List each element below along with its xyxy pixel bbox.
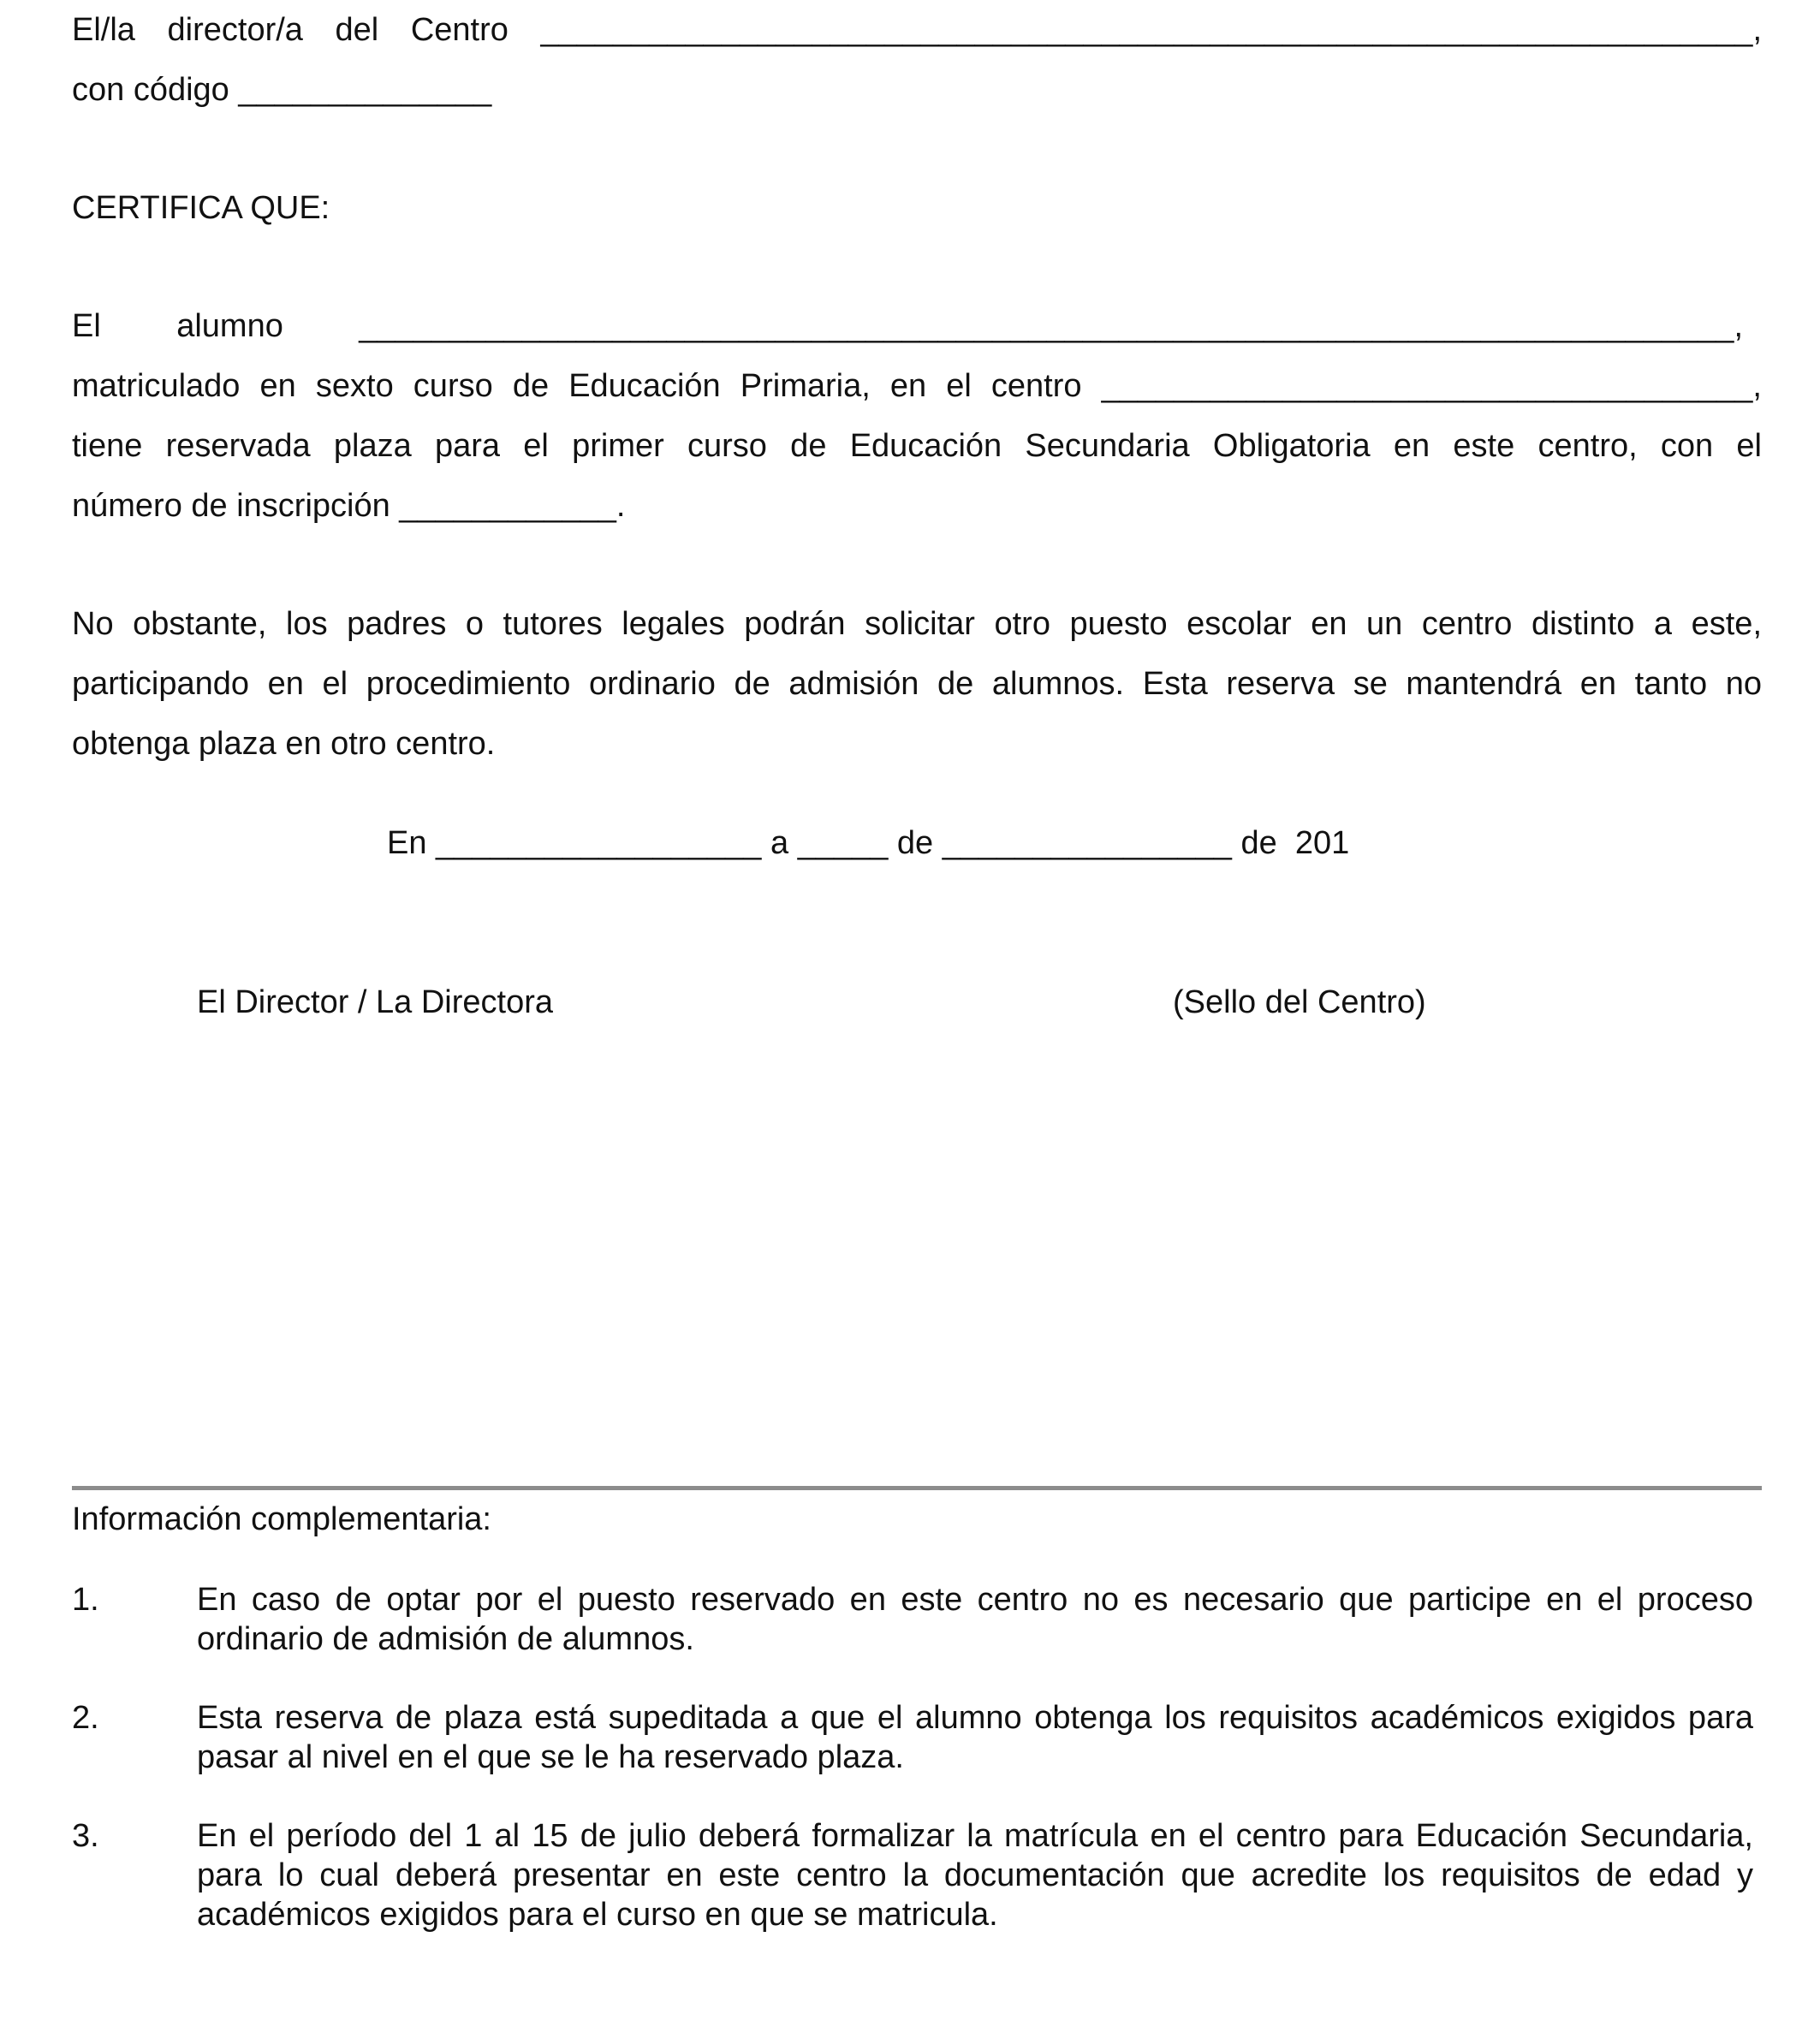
center-stamp-label: (Sello del Centro) (1173, 984, 1426, 1020)
certifica-heading: CERTIFICA QUE: (72, 190, 330, 226)
info-item-text: En caso de optar por el puesto reservado en este centro no es necesario que participe en el proceso ordinario de admisión de alumnos. (197, 1582, 1753, 1657)
info-item-number: 3. (72, 1818, 99, 1854)
director-center-line: El/la director/a del Centro ___________________________________________________________________, (72, 12, 1762, 48)
inscription-line: número de inscripción ____________. (72, 488, 626, 524)
student-line: El alumno ____________________________________________________________________________, (72, 308, 1743, 344)
section-divider (72, 1486, 1762, 1490)
info-item-number: 2. (72, 1700, 99, 1736)
info-item-text: Esta reserva de plaza está supeditada a que el alumno obtenga los requisitos académicos exigidos para pasar al nivel en el que se le ha reservado plaza. (197, 1700, 1753, 1775)
date-line: En __________________ a _____ de ________________ de 201 (387, 825, 1350, 861)
notice-line-2: participando en el procedimiento ordinario de admisión de alumnos. Esta reserva se mantendrá en tanto no (72, 666, 1762, 702)
notice-line-1: No obstante, los padres o tutores legales podrán solicitar otro puesto escolar en un centro distinto a este, (72, 606, 1762, 642)
reserved-line: tiene reservada plaza para el primer curso de Educación Secundaria Obligatoria en este centro, con el (72, 428, 1762, 464)
notice-line-3: obtenga plaza en otro centro. (72, 726, 496, 762)
enrolled-line: matriculado en sexto curso de Educación Primaria, en el centro ____________________________________, (72, 368, 1762, 404)
director-signature-label: El Director / La Directora (197, 984, 554, 1020)
info-item-text: En el período del 1 al 15 de julio deberá formalizar la matrícula en el centro para Educación Secundaria, para lo cual deberá presentar en este centro la documentación que acredite los requisitos de edad y académicos exigidos para el curso en que se matricula. (197, 1818, 1753, 1933)
info-item-number: 1. (72, 1582, 99, 1618)
center-code-line: con código ______________ (72, 72, 492, 108)
info-heading: Información complementaria: (72, 1501, 491, 1537)
